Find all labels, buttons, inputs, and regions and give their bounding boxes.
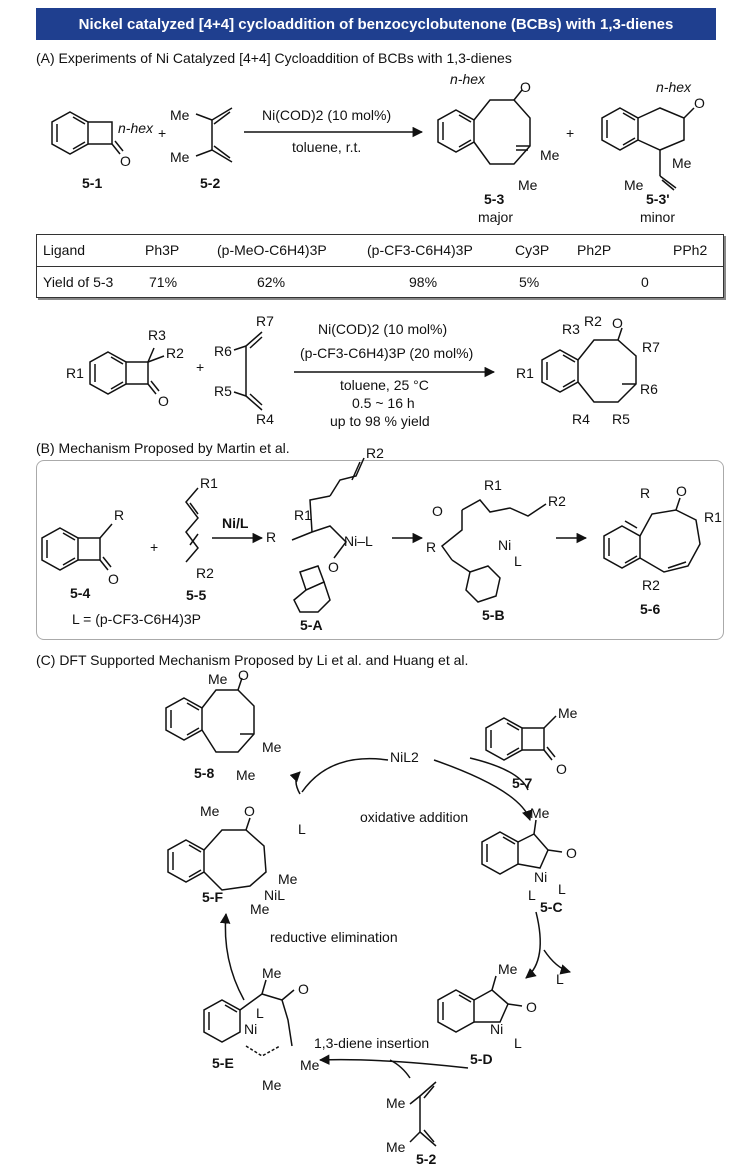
step-label: reductive elimination xyxy=(270,929,398,945)
r-label: R xyxy=(266,529,277,545)
r3-label: R3 xyxy=(562,321,580,337)
oxygen-label: O xyxy=(120,153,131,169)
intermediate-5-D xyxy=(438,976,522,1032)
general-diene xyxy=(234,332,262,410)
compound-5-5 xyxy=(186,488,198,562)
r1-label: R1 xyxy=(704,509,722,525)
oxygen-label: O xyxy=(566,845,577,861)
general-product xyxy=(542,328,636,402)
methyl-label: Me xyxy=(262,965,282,981)
methyl-label: Me xyxy=(262,1077,282,1093)
compound-5-8 xyxy=(166,678,254,752)
intermediate-5-C xyxy=(482,820,562,874)
compound-label-5-B: 5-B xyxy=(482,607,505,623)
table-cell: Ph2P xyxy=(577,242,612,258)
l-label: L xyxy=(256,1005,264,1021)
table-cell: Ligand xyxy=(43,242,86,258)
r1-label: R1 xyxy=(484,477,502,493)
step-label: oxidative addition xyxy=(360,809,469,825)
compound-label-5-F: 5-F xyxy=(202,889,223,905)
condition-text: Ni(COD)2 (10 mol%) xyxy=(262,107,392,123)
methyl-label: Me xyxy=(386,1095,406,1111)
methyl-label: Me xyxy=(200,803,220,819)
compound-label-5-3: 5-3 xyxy=(484,191,505,207)
ni-label: Ni xyxy=(490,1021,504,1037)
nil-label: NiL xyxy=(264,887,286,903)
condition-text: 0.5 ~ 16 h xyxy=(352,395,415,411)
compound-label-5-D: 5-D xyxy=(470,1051,493,1067)
title-text: Nickel catalyzed [4+4] cycloaddition of benzocyclobutenone (BCBs) with 1,3-dienes xyxy=(78,15,674,33)
r-label: R xyxy=(114,507,125,523)
table-cell: Ph3P xyxy=(145,242,180,258)
r7-label: R7 xyxy=(256,313,274,329)
major-label: major xyxy=(478,209,514,225)
r2-label: R2 xyxy=(366,445,384,461)
r-label: R xyxy=(640,485,651,501)
l-label: L xyxy=(556,971,564,987)
section-b-heading: (B) Mechanism Proposed by Martin et al. xyxy=(36,440,290,456)
oxygen-label: O xyxy=(694,95,705,111)
r4-label: R4 xyxy=(256,411,274,427)
table-cell: 0 xyxy=(641,274,649,290)
general-substrate xyxy=(90,348,164,394)
r6-label: R6 xyxy=(640,381,658,397)
compound-label-5-5: 5-5 xyxy=(186,587,207,603)
compound-label-5-2: 5-2 xyxy=(200,175,221,191)
nhex-label: n-hex xyxy=(656,79,692,95)
r1-label: R1 xyxy=(516,365,534,381)
compound-5-1 xyxy=(52,112,123,154)
compound-label-5-3-prime: 5-3' xyxy=(646,191,670,207)
r7-label: R7 xyxy=(642,339,660,355)
compound-5-2 xyxy=(196,108,232,162)
compound-5-7 xyxy=(486,716,556,760)
methyl-label: Me xyxy=(386,1139,406,1155)
table-cell: 62% xyxy=(257,274,286,290)
compound-label-5-6: 5-6 xyxy=(640,601,661,617)
r1-label: R1 xyxy=(66,365,84,381)
ni-label: Ni xyxy=(498,537,512,553)
section-a-heading: (A) Experiments of Ni Catalyzed [4+4] Cycloaddition of BCBs with 1,3-dienes xyxy=(36,50,512,66)
methyl-label: Me xyxy=(300,1057,320,1073)
r5-label: R5 xyxy=(214,383,232,399)
methyl-label: Me xyxy=(518,177,538,193)
intermediate-5-E xyxy=(204,980,294,1056)
product-release-arrow xyxy=(296,772,300,794)
r2-label: R2 xyxy=(548,493,566,509)
table-cell: PPh2 xyxy=(673,242,708,258)
table-cell: Yield of 5-3 xyxy=(43,274,114,290)
methyl-label: Me xyxy=(236,767,256,783)
plus-sign: + xyxy=(196,359,205,375)
l-label: L xyxy=(514,1035,522,1051)
compound-label-5-A: 5-A xyxy=(300,617,323,633)
ligand-definition: L = (p-CF3-C6H4)3P xyxy=(72,611,202,627)
catalyst-label: NiL2 xyxy=(390,749,419,765)
methyl-label: Me xyxy=(498,961,518,977)
r2-label: R2 xyxy=(166,345,184,361)
nhex-label: n-hex xyxy=(450,71,486,87)
plus-sign: + xyxy=(158,125,167,141)
methyl-label: Me xyxy=(278,871,298,887)
l-label: L xyxy=(514,553,522,569)
cycle-arrow xyxy=(320,1060,468,1068)
methyl-label: Me xyxy=(558,705,578,721)
oxygen-label: O xyxy=(520,79,531,95)
table-cell: 5% xyxy=(519,274,540,290)
r2-label: R2 xyxy=(642,577,660,593)
methyl-label: Me xyxy=(624,177,644,193)
methyl-label: Me xyxy=(262,739,282,755)
compound-5-3 xyxy=(438,90,530,164)
section-c-heading: (C) DFT Supported Mechanism Proposed by Li et al. and Huang et al. xyxy=(36,652,469,668)
oxygen-label: O xyxy=(526,999,537,1015)
oxygen-label: O xyxy=(676,483,687,499)
oxygen-label: O xyxy=(328,559,339,575)
oxygen-label: O xyxy=(612,315,623,331)
r2-label: R2 xyxy=(584,313,602,329)
methyl-label: Me xyxy=(672,155,692,171)
methyl-label: Me xyxy=(540,147,560,163)
intermediate-5-F xyxy=(168,818,266,890)
l-label: L xyxy=(558,881,566,897)
compound-label-5-4: 5-4 xyxy=(70,585,91,601)
compound-5-6 xyxy=(604,498,700,572)
condition-text: up to 98 % yield xyxy=(330,413,430,429)
condition-text: toluene, 25 °C xyxy=(340,377,429,393)
table-cell: Cy3P xyxy=(515,242,550,258)
plus-sign: + xyxy=(150,539,159,555)
plus-sign: + xyxy=(566,125,575,141)
methyl-label: Me xyxy=(250,901,270,917)
nhex-label: n-hex xyxy=(118,120,154,136)
compound-label-5-8: 5-8 xyxy=(194,765,215,781)
oxygen-label: O xyxy=(108,571,119,587)
r3-label: R3 xyxy=(148,327,166,343)
r5-label: R5 xyxy=(612,411,630,427)
r4-label: R4 xyxy=(572,411,590,427)
oxygen-label: O xyxy=(158,393,169,409)
compound-5-2-bottom xyxy=(410,1082,436,1146)
arrow-label: Ni/L xyxy=(222,515,249,531)
cycle-arrow xyxy=(302,759,388,792)
intermediate-5-B xyxy=(442,500,546,602)
cycle-arrow xyxy=(526,912,540,978)
compound-5-3-prime xyxy=(602,108,694,190)
r2-label: R2 xyxy=(196,565,214,581)
condition-text: toluene, r.t. xyxy=(292,139,362,155)
step-label: 1,3-diene insertion xyxy=(314,1035,430,1051)
oxygen-label: O xyxy=(556,761,567,777)
cycle-arrow xyxy=(225,914,244,1000)
r-label: R xyxy=(426,539,437,555)
oxygen-label: O xyxy=(238,667,249,683)
methyl-label: Me xyxy=(170,149,190,165)
table-cell: 71% xyxy=(149,274,178,290)
compound-5-4 xyxy=(42,524,112,570)
oxygen-label: O xyxy=(244,803,255,819)
compound-label-5-1: 5-1 xyxy=(82,175,103,191)
ni-label: Ni xyxy=(534,869,548,885)
table-cell: (p-MeO-C6H4)3P xyxy=(217,242,327,258)
compound-label-5-2-bottom: 5-2 xyxy=(416,1151,437,1167)
condition-text: (p-CF3-C6H4)3P (20 mol%) xyxy=(300,345,474,361)
r1-label: R1 xyxy=(294,507,312,523)
condition-text: Ni(COD)2 (10 mol%) xyxy=(318,321,448,337)
methyl-label: Me xyxy=(170,107,190,123)
r6-label: R6 xyxy=(214,343,232,359)
l-label: L xyxy=(298,821,306,837)
compound-label-5-C: 5-C xyxy=(540,899,563,915)
methyl-label: Me xyxy=(208,671,228,687)
oxygen-label: O xyxy=(298,981,309,997)
methyl-label: Me xyxy=(530,805,550,821)
oxygen-label: O xyxy=(432,503,443,519)
r1-label: R1 xyxy=(200,475,218,491)
ligand-loss-arrow xyxy=(544,950,570,972)
ni-label: Ni xyxy=(244,1021,258,1037)
ni-l-label: Ni–L xyxy=(344,533,373,549)
l-label: L xyxy=(528,887,536,903)
table-cell: (p-CF3-C6H4)3P xyxy=(367,242,473,258)
table-cell: 98% xyxy=(409,274,438,290)
minor-label: minor xyxy=(640,209,676,225)
compound-label-5-E: 5-E xyxy=(212,1055,234,1071)
compound-label-5-7: 5-7 xyxy=(512,775,533,791)
